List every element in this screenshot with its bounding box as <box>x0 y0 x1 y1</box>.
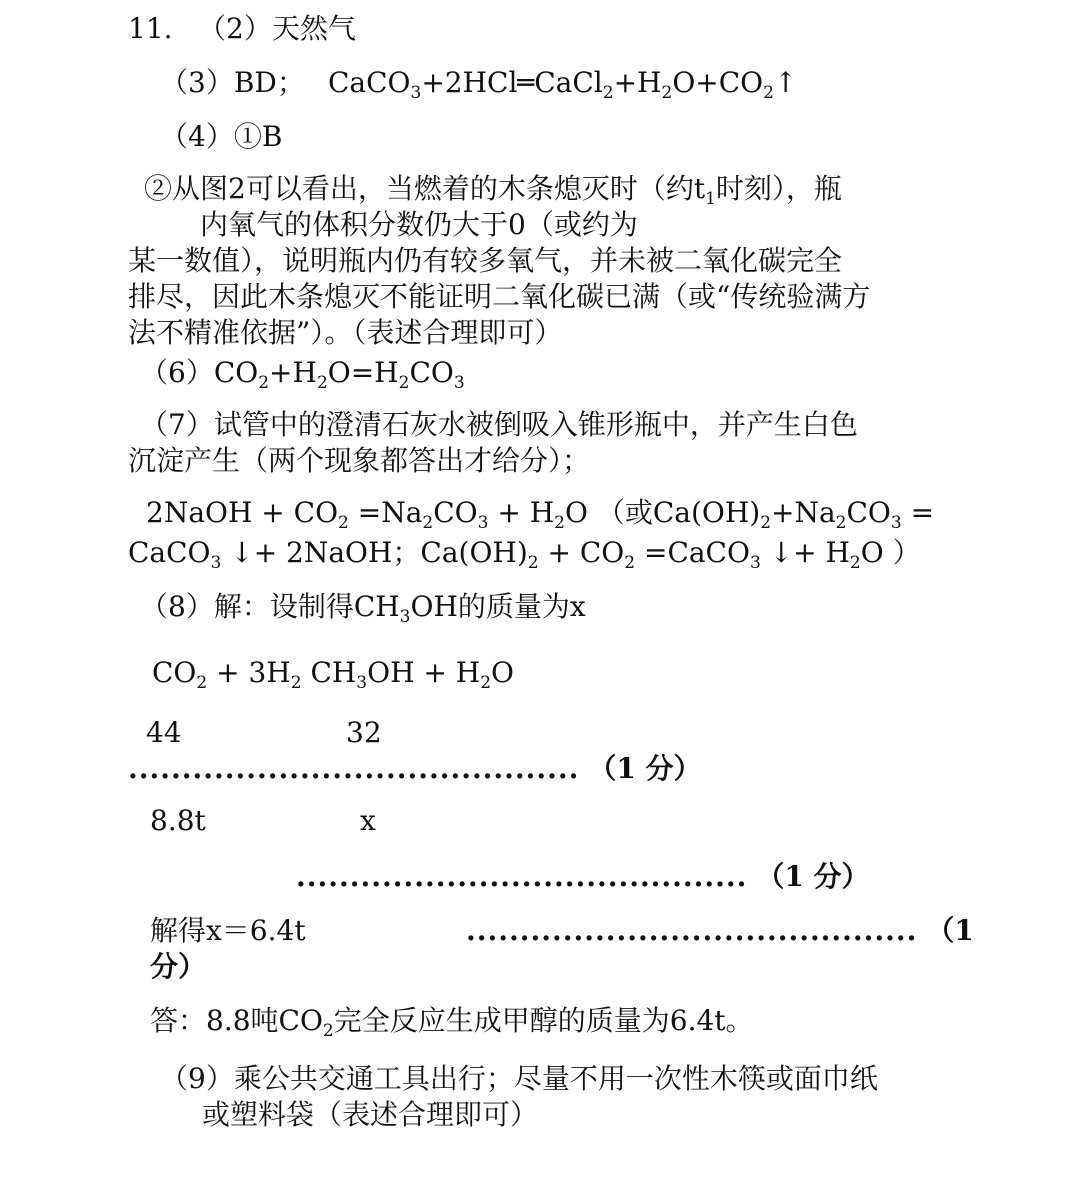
answer-q7-equation2: CaCO$_3$ ↓+ 2NaOH；$Ca(OH)_2 + CO_2$ =CaCO$_3$ ↓+ $H_2O$ ） <box>128 536 921 573</box>
molar-mass-ch3oh: 32 <box>346 716 382 749</box>
answer-q3-equation: $CaCO_3+2HCl═CaCl_2+H_2O+CO_2↑$ <box>328 66 798 103</box>
answer-q7-equation1: 2NaOH + $CO_2 =Na_2CO_3 + H_2O$ （或$Ca(OH)_2+Na_2CO_3$ = <box>146 496 935 533</box>
score-line-3-end: 分） <box>150 950 207 983</box>
answer-q2: （2）天然气 <box>198 12 356 45</box>
score-line-3: .......................................... （1 <box>466 914 974 947</box>
answer-q4: （4）①B <box>160 120 283 153</box>
answer-q8-reaction: $CO_2 + 3H_2$ $CH_3OH + H_2O$ <box>152 656 514 693</box>
answer-q8-conclusion: 答：8.8吨$CO_2$完全反应生成甲醇的质量为6.4t。 <box>150 1004 754 1041</box>
answer-q9-line1: （9）乘公共交通工具出行；尽量不用一次性木筷或面巾纸 <box>160 1062 878 1095</box>
answer-q8-intro: （8）解：设制得$CH_3OH$的质量为x <box>140 590 586 627</box>
given-mass: 8.8t <box>150 804 206 837</box>
answer-q7-line2: 沉淀产生（两个现象都答出才给分）； <box>128 444 591 477</box>
answer-q7-line1: （7）试管中的澄清石灰水被倒吸入锥形瓶中，并产生白色 <box>140 408 858 441</box>
answer-q6: $(6)CO_2+H_2O=H_2CO_3$ <box>140 356 465 393</box>
answer-q5-line1: ②从图2可以看出，当燃着的木条熄灭时（约$t_1$时刻），瓶 <box>144 172 842 209</box>
molar-mass-co2: 44 <box>146 716 182 749</box>
answer-q5-line4: 排尽，因此木条熄灭不能证明二氧化碳已满（或“传统验满方 <box>128 280 871 313</box>
answer-q5-line3: 某一数值），说明瓶内仍有较多氧气，并未被二氧化碳完全 <box>128 244 843 277</box>
question-number: 11. <box>128 12 173 45</box>
score-line-1: .......................................... （1 分） <box>128 752 702 785</box>
answer-q3-label: （3）BD； <box>160 66 305 99</box>
answer-q5-line2: 内氧气的体积分数仍大于0（或约为 <box>200 208 638 241</box>
answer-q5-line5: 法不精准依据”）。（表述合理即可） <box>128 316 563 349</box>
unknown-mass: x <box>360 804 376 837</box>
answer-q8-result: 解得x＝6.4t <box>150 914 306 947</box>
score-line-2: .......................................... （1 分） <box>296 860 870 893</box>
answer-q9-line2: 或塑料袋（表述合理即可） <box>202 1098 539 1131</box>
